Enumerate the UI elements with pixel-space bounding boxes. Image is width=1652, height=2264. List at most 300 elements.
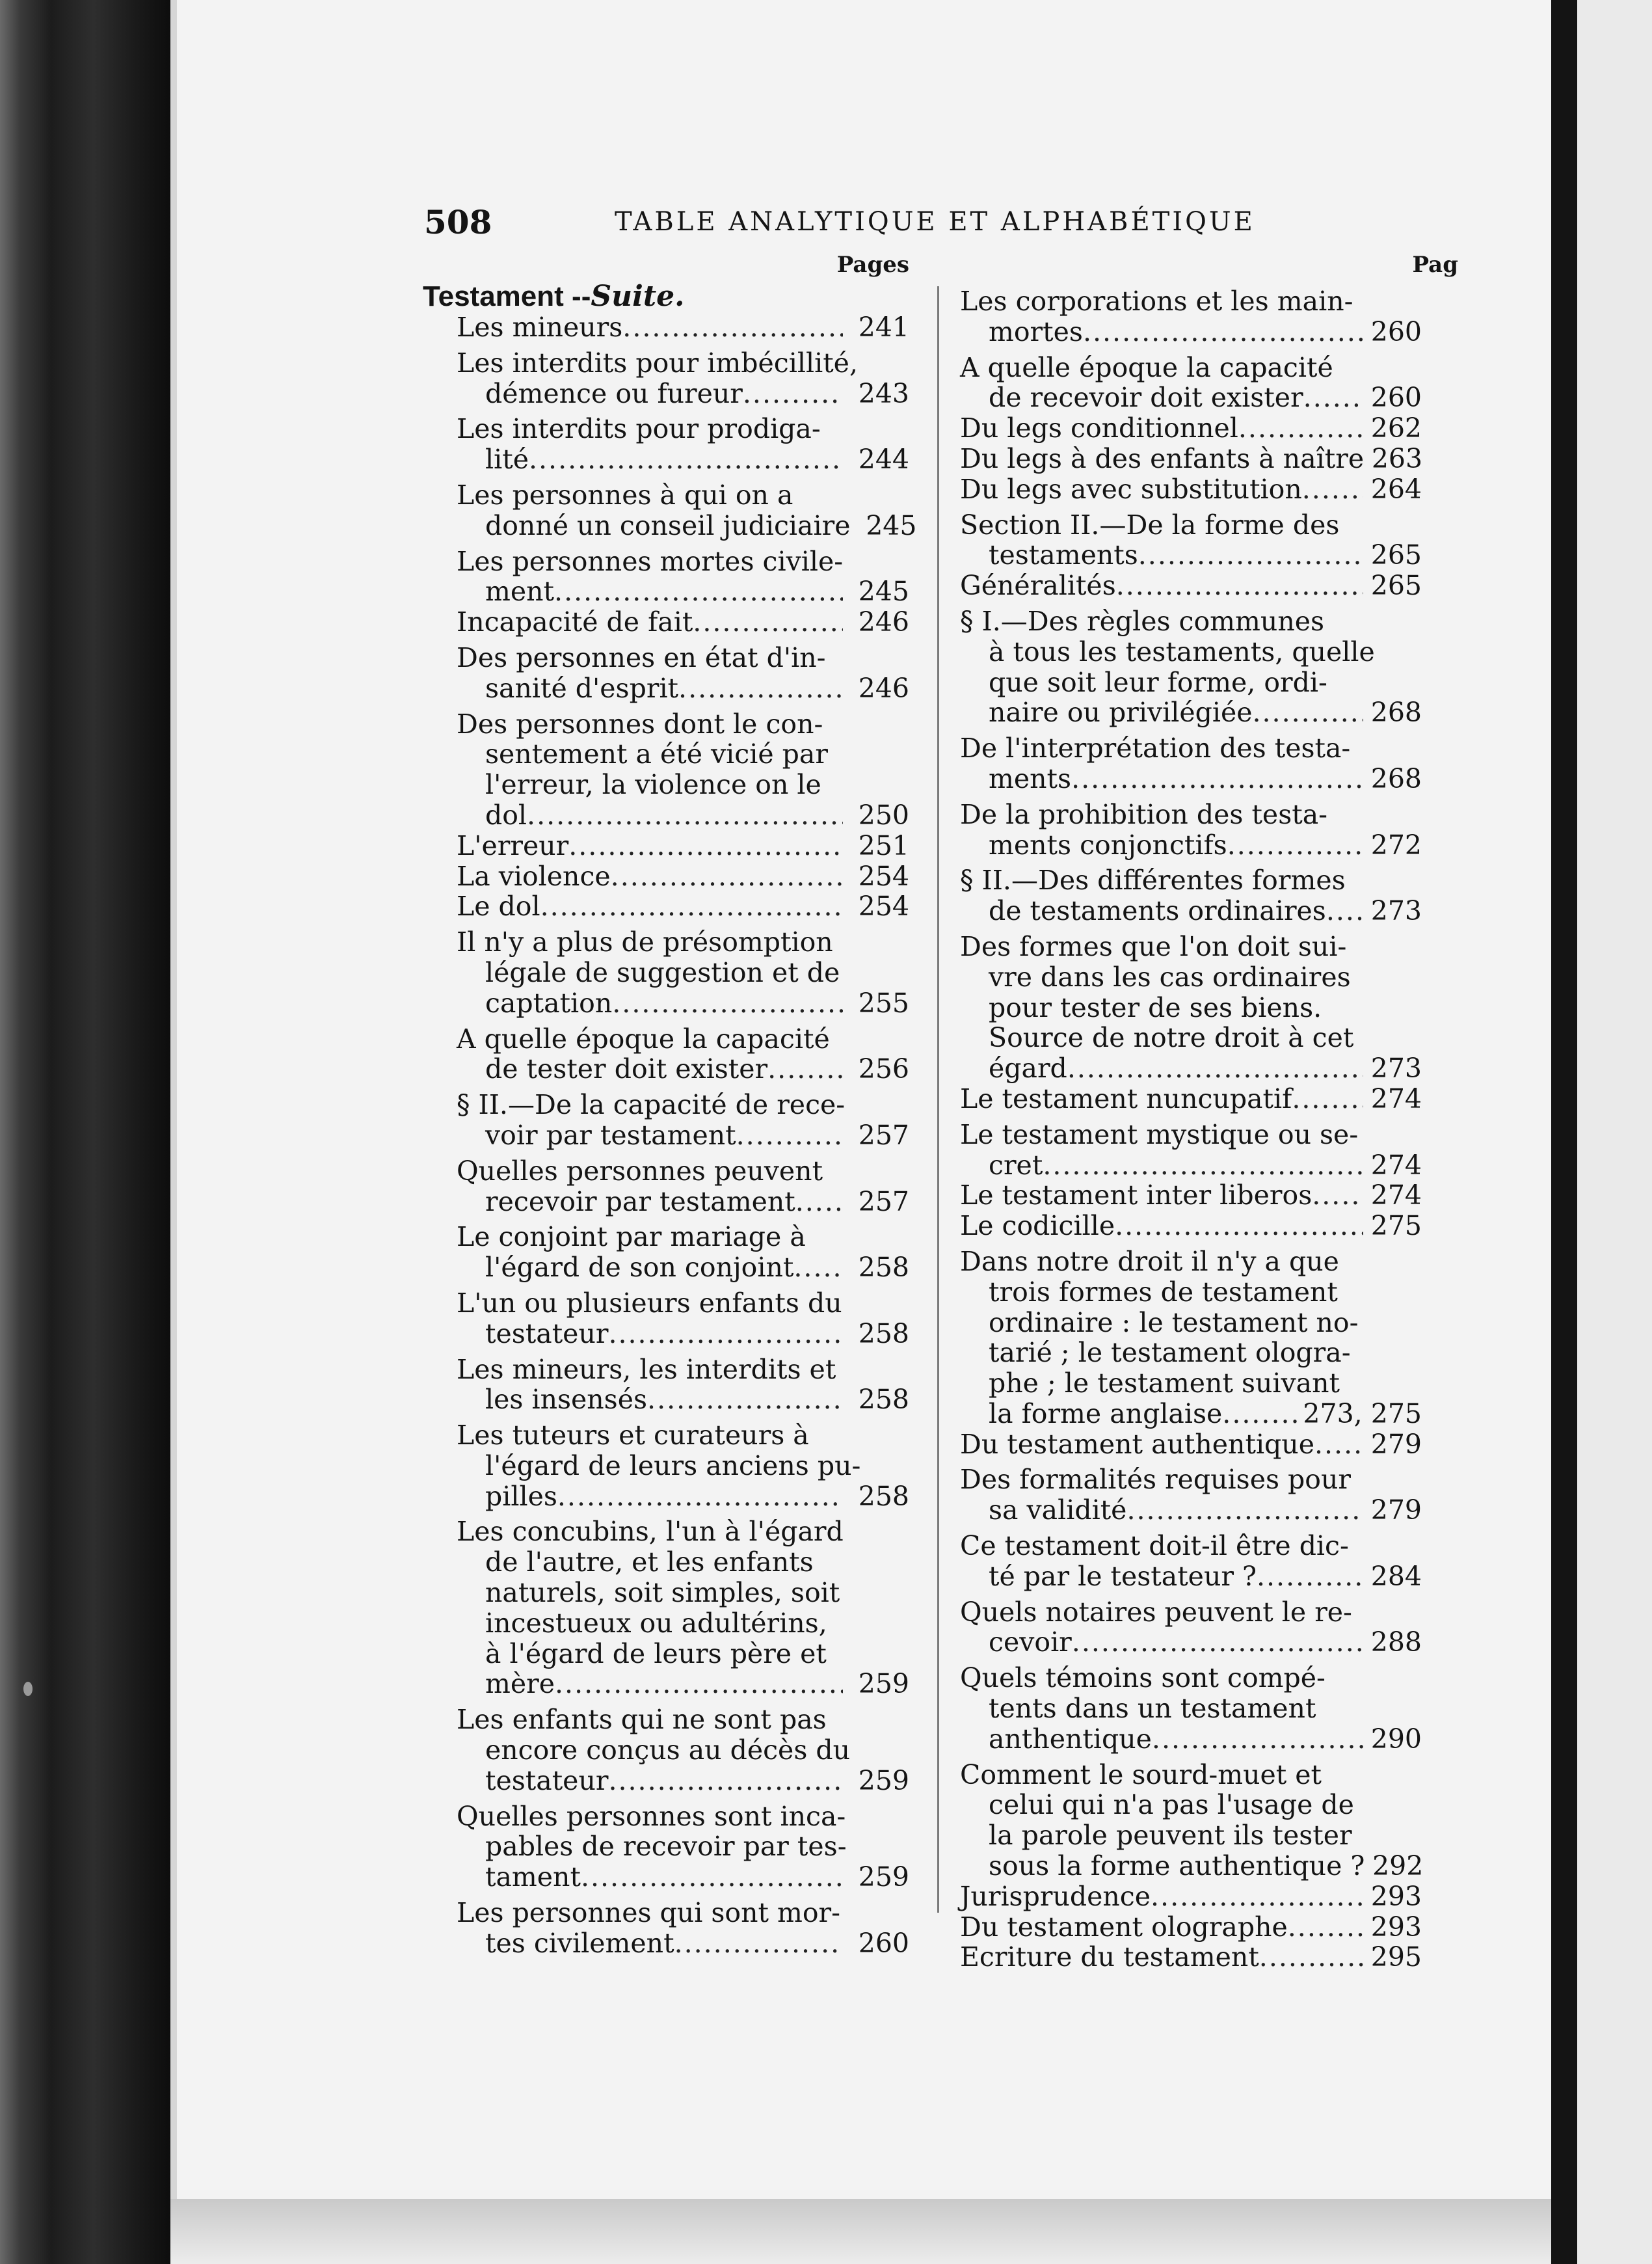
entry-line (960, 1368, 1422, 1399)
entry-line (457, 546, 909, 577)
entry-line (960, 540, 1422, 571)
entry-text: Du legs à des enfants à naître (960, 442, 1365, 474)
dot-leader (1083, 317, 1363, 347)
right-column (960, 249, 1458, 1973)
dot-leader (678, 673, 843, 704)
index-entry (423, 1288, 909, 1349)
entry-text: mortes (989, 316, 1083, 347)
entry-line (457, 1252, 909, 1283)
entry-text: De la prohibition des testa- (960, 798, 1328, 830)
dot-leader (1152, 1724, 1363, 1755)
entry-line (457, 1516, 909, 1547)
entry-text: Les enfants qui ne sont pas (457, 1704, 827, 1736)
entry-line (457, 958, 909, 988)
entry-text: Section II.—De la forme des (960, 509, 1340, 541)
entry-text: ments (989, 762, 1072, 794)
entry-line (960, 1663, 1422, 1693)
page-reference: 257 (858, 1185, 909, 1217)
dot-leader (1303, 383, 1363, 413)
dot-leader (554, 576, 843, 607)
dot-leader (1302, 474, 1363, 505)
entry-text: Les mineurs (457, 312, 623, 343)
index-entry (423, 831, 909, 861)
dot-leader (529, 444, 843, 475)
entry-text: Quelles personnes peuvent (457, 1155, 823, 1187)
next-page-strip (1577, 0, 1652, 2264)
entry-text: l'erreur, la violence on le (485, 769, 821, 801)
entry-text: Source de notre droit à cet (989, 1022, 1354, 1054)
index-entry (960, 932, 1422, 1084)
dot-leader (1238, 413, 1363, 444)
index-entry (423, 891, 909, 922)
page-reference: 268 (1370, 762, 1422, 794)
page-reference: 274 (1370, 1083, 1422, 1114)
entry-line (960, 1247, 1422, 1277)
page-reference: 274 (1370, 1179, 1422, 1211)
dot-leader (1043, 1150, 1363, 1181)
page-reference: 279 (1370, 1494, 1422, 1526)
entry-text: Du legs avec substitution (960, 473, 1302, 505)
entry-text: l'égard de leurs anciens pu- (485, 1449, 861, 1481)
entry-text: captation (485, 987, 613, 1019)
entry-line (457, 1481, 909, 1512)
entry-text: testaments (989, 539, 1138, 571)
entry-line (457, 312, 909, 343)
entry-line (960, 764, 1422, 794)
index-entry (423, 607, 909, 638)
dot-leader (795, 1187, 843, 1217)
page-reference: 260 (858, 1927, 909, 1959)
entry-text: voir par testament (485, 1119, 736, 1151)
entry-text: Quels notaires peuvent le re- (960, 1596, 1352, 1628)
entry-text: testateur (485, 1764, 609, 1796)
page-edge (170, 0, 177, 2264)
entry-line (960, 733, 1422, 764)
dot-leader (1252, 697, 1363, 728)
entry-text: sous la forme authentique ? (989, 1850, 1365, 1882)
page-reference: 275 (1370, 1210, 1422, 1242)
entry-text: Des personnes en état d'in- (457, 641, 826, 673)
dot-leader (1259, 1942, 1363, 1973)
page-reference: 259 (858, 1764, 909, 1796)
index-entry (423, 1801, 909, 1893)
section-title: Testament (423, 280, 564, 312)
entry-text: cret (989, 1149, 1043, 1181)
entry-line (457, 1862, 909, 1893)
entry-line (960, 606, 1422, 637)
index-entry (960, 1663, 1422, 1754)
page-reference: 284 (1370, 1560, 1422, 1592)
entry-line (960, 1851, 1422, 1881)
entry-text: Le testament inter liberos (960, 1179, 1312, 1211)
index-entry (960, 353, 1422, 414)
dot-leader (608, 1319, 843, 1349)
entry-text: La violence (457, 860, 611, 892)
entry-text: ments conjonctifs (989, 829, 1227, 861)
dot-leader (674, 1928, 843, 1959)
entry-line (960, 510, 1422, 541)
index-entry (960, 865, 1422, 926)
entry-line (960, 830, 1422, 861)
page-bottom-shadow (170, 2199, 1652, 2264)
index-entry (960, 1120, 1422, 1181)
entry-text: de testaments ordinaires (989, 895, 1326, 927)
page-reference: 268 (1370, 697, 1422, 729)
entry-line (960, 444, 1422, 474)
running-title: TABLE ANALYTIQUE ET ALPHABÉTIQUE (615, 207, 1255, 237)
entry-line (960, 1338, 1422, 1368)
page-reference: 273, 275 (1303, 1397, 1422, 1429)
entry-text: Les interdits pour prodiga- (457, 413, 821, 445)
entry-text: ment (485, 576, 555, 608)
entry-text: naire ou privilégiée (989, 697, 1253, 729)
entry-text: Quels témoins sont compé- (960, 1662, 1326, 1694)
entry-line (457, 831, 909, 861)
entry-line (457, 1801, 909, 1832)
dot-leader (1071, 764, 1363, 794)
entry-text: Les mineurs, les interdits et (457, 1353, 836, 1385)
dot-leader (527, 800, 843, 831)
index-entry (423, 1090, 909, 1151)
entry-text: Les tuteurs et curateurs à (457, 1420, 809, 1451)
entry-text: que soit leur forme, ordi- (989, 666, 1327, 698)
entry-text: Les personnes mortes civile- (457, 545, 844, 577)
entry-line (960, 1627, 1422, 1658)
entry-line (457, 444, 909, 475)
entry-text: Le dol (457, 891, 540, 923)
entry-line (960, 1053, 1422, 1084)
page-reference: 246 (858, 606, 909, 638)
entry-text: Dans notre droit il n'y a que (960, 1245, 1339, 1277)
index-entry (960, 1247, 1422, 1429)
entry-text: à tous les testaments, quelle (989, 636, 1375, 667)
entry-line (457, 770, 909, 800)
page-reference: 258 (858, 1252, 909, 1284)
entry-line (457, 1384, 909, 1415)
entry-text: de tester doit exister (485, 1053, 768, 1085)
entry-line (457, 1831, 909, 1862)
entry-line (960, 1308, 1422, 1338)
entry-text: Des formes que l'on doit sui- (960, 930, 1347, 962)
index-entry (423, 927, 909, 1018)
entry-text: sanité d'esprit (485, 672, 679, 704)
page-reference: 279 (1370, 1428, 1422, 1460)
entry-text: L'un ou plusieurs enfants du (457, 1287, 842, 1319)
entry-line (960, 1561, 1422, 1592)
entry-text: testateur (485, 1317, 609, 1349)
page-reference: 258 (858, 1480, 909, 1512)
dot-leader (693, 607, 843, 638)
entry-line (457, 1578, 909, 1608)
index-entry (960, 1942, 1422, 1973)
dot-leader (1326, 896, 1363, 926)
index-entry (960, 1429, 1422, 1460)
column-label: Pages (836, 252, 909, 278)
page-reference: 243 (858, 377, 909, 409)
entry-line (960, 1760, 1422, 1790)
page-reference: 290 (1370, 1723, 1422, 1755)
index-entry (960, 413, 1422, 444)
entry-line (457, 1735, 909, 1766)
page-reference: 259 (858, 1668, 909, 1700)
page-reference: 245 (858, 576, 909, 608)
entry-text: mère (485, 1668, 555, 1700)
entry-line (457, 414, 909, 444)
dot-leader (1151, 1881, 1363, 1912)
index-entry (960, 1180, 1422, 1211)
entry-text: cevoir (989, 1626, 1072, 1658)
entry-text: sentement a été vicié par (485, 738, 828, 770)
index-entry (960, 1084, 1422, 1114)
dot-leader (1314, 1429, 1363, 1460)
entry-line (457, 1928, 909, 1959)
page-reference: 292 (1372, 1850, 1424, 1882)
entry-line (457, 1547, 909, 1578)
entry-line (960, 800, 1422, 830)
entry-line (960, 1912, 1422, 1943)
dot-leader (555, 1669, 843, 1699)
index-entry (960, 474, 1422, 505)
entry-text: encore conçus au décès du (485, 1734, 851, 1766)
page-reference: 241 (858, 312, 909, 343)
entry-text: tament (485, 1861, 581, 1893)
page-reference: 251 (858, 829, 909, 861)
scan-speck (23, 1682, 33, 1696)
page-reference: 295 (1370, 1941, 1422, 1973)
entry-text: pilles (485, 1480, 557, 1512)
index-entry (960, 1760, 1422, 1881)
entry-line (457, 1451, 909, 1481)
entry-text: tes civilement (485, 1927, 674, 1959)
entry-line (457, 709, 909, 740)
entry-line (457, 1766, 909, 1796)
entry-line (960, 1495, 1422, 1526)
entry-line (457, 891, 909, 922)
entry-line (960, 1790, 1422, 1820)
entry-text: égard (989, 1053, 1067, 1085)
entry-text: Le testament mystique ou se- (960, 1118, 1359, 1150)
entry-text: pables de recevoir par tes- (485, 1831, 847, 1863)
page-reference: 265 (1370, 570, 1422, 602)
entry-text: incestueux ou adultérins, (485, 1607, 827, 1639)
entry-text: Ce testament doit-il être dic- (960, 1530, 1349, 1562)
entry-line (960, 1693, 1422, 1724)
entry-line (960, 697, 1422, 728)
entry-line (960, 474, 1422, 505)
entry-text: celui qui n'a pas l'usage de (989, 1789, 1354, 1821)
page-reference: 293 (1370, 1911, 1422, 1943)
entry-text: recevoir par testament (485, 1185, 795, 1217)
dot-leader (793, 1252, 843, 1283)
entry-line (960, 1531, 1422, 1561)
entry-text: De l'interprétation des testa- (960, 733, 1351, 764)
page-reference: 250 (858, 799, 909, 831)
page-reference: 254 (858, 891, 909, 923)
entry-text: Le conjoint par mariage à (457, 1221, 806, 1253)
index-entry (423, 1354, 909, 1416)
entry-line (457, 379, 909, 409)
section-dash: -- (572, 280, 591, 312)
entry-text: § I.—Des règles communes (960, 605, 1325, 637)
entry-line (457, 1288, 909, 1319)
book-spine (0, 0, 170, 2264)
dot-leader (1222, 1399, 1299, 1429)
entry-text: naturels, soit simples, soit (485, 1577, 840, 1609)
entry-line (960, 1023, 1422, 1053)
index-entry (423, 1156, 909, 1217)
entry-text: Les personnes à qui on a (457, 479, 793, 511)
index-entry (423, 414, 909, 475)
entry-text: Les corporations et les main- (960, 286, 1353, 317)
dot-leader (1292, 1084, 1363, 1114)
index-entry (423, 861, 909, 892)
entry-text: § II.—De la capacité de rece- (457, 1089, 846, 1121)
entry-line (457, 1187, 909, 1217)
dot-leader (622, 312, 843, 343)
entry-line (457, 1054, 909, 1085)
page-reference: 246 (858, 672, 909, 704)
entry-text: Il n'y a plus de présomption (457, 926, 833, 958)
page-reference: 274 (1370, 1149, 1422, 1181)
entry-text: vre dans les cas ordinaires (989, 961, 1351, 993)
index-entry (960, 1881, 1422, 1912)
page-reference: 288 (1370, 1626, 1422, 1658)
entry-text: A quelle époque la capacité (960, 351, 1333, 383)
column-label: Pag (1412, 252, 1458, 278)
index-entry (960, 286, 1422, 347)
entry-line (457, 739, 909, 770)
index-entry (960, 571, 1422, 601)
index-entry (960, 1211, 1422, 1241)
entry-text: Le testament nuncupatif (960, 1083, 1292, 1114)
entry-line (960, 1724, 1422, 1755)
entry-text: de recevoir doit exister (989, 382, 1303, 414)
page-reference: 263 (1371, 442, 1423, 474)
entry-line (457, 576, 909, 607)
right-binding-bar (1551, 0, 1577, 2264)
entry-text: dol (485, 799, 527, 831)
entry-line (457, 1319, 909, 1349)
dot-leader (1116, 571, 1363, 601)
page-reference: 293 (1370, 1880, 1422, 1912)
page-reference: 260 (1370, 382, 1422, 414)
entry-line (960, 1150, 1422, 1181)
entry-text: tents dans un testament (989, 1693, 1316, 1725)
entry-text: trois formes de testament (989, 1276, 1338, 1308)
entry-line (960, 865, 1422, 896)
index-entry (960, 800, 1422, 861)
entry-text: Les concubins, l'un à l'égard (457, 1516, 844, 1548)
page-reference: 245 (866, 509, 917, 541)
entry-text: lité (485, 444, 529, 476)
entry-line (960, 317, 1422, 347)
page-reference: 273 (1370, 895, 1422, 927)
entry-text: phe ; le testament suivant (989, 1368, 1340, 1399)
entry-line (960, 383, 1422, 413)
entry-text: ordinaire : le testament no- (989, 1306, 1359, 1338)
entry-text: l'égard de son conjoint (485, 1252, 794, 1284)
entry-line (960, 1881, 1422, 1912)
page-reference: 260 (1370, 316, 1422, 347)
index-entry (423, 1516, 909, 1699)
entry-line (457, 1024, 909, 1055)
entry-text: de l'autre, et les enfants (485, 1546, 814, 1578)
entry-line (457, 509, 917, 541)
entry-text: démence ou fureur (485, 377, 743, 409)
section-heading (423, 281, 909, 312)
entry-line (457, 1898, 909, 1928)
entry-line (960, 667, 1422, 698)
dot-leader (1126, 1495, 1363, 1526)
entry-line (457, 988, 909, 1019)
dot-leader (611, 861, 843, 892)
dot-leader (647, 1384, 843, 1415)
entry-line (457, 1420, 909, 1451)
entry-line (960, 637, 1422, 667)
entry-text: Incapacité de fait (457, 606, 693, 638)
index-entry (960, 510, 1422, 571)
entry-text: sa validité (989, 1494, 1127, 1526)
entry-text: Comment le sourd-muet et (960, 1759, 1322, 1790)
dot-leader (1227, 830, 1363, 861)
entry-line (960, 1942, 1422, 1973)
dot-leader (1312, 1180, 1363, 1211)
index-entry (960, 1464, 1422, 1526)
entry-text: L'erreur (457, 829, 569, 861)
dot-leader (540, 891, 843, 922)
entry-text: légale de suggestion et de (485, 956, 840, 988)
dot-leader (1138, 540, 1363, 571)
index-entry (423, 1024, 909, 1085)
dot-leader (736, 1120, 843, 1151)
entry-line (960, 1429, 1422, 1460)
entry-line (457, 1222, 909, 1252)
entry-text: la parole peuvent ils tester (989, 1820, 1352, 1852)
entry-text: A quelle époque la capacité (457, 1023, 830, 1055)
entry-line (457, 1354, 909, 1385)
entry-line (960, 962, 1422, 993)
entry-line (457, 1705, 909, 1735)
entry-line (960, 1597, 1422, 1628)
entry-line (960, 896, 1422, 926)
index-entry (423, 312, 909, 343)
dot-leader (612, 988, 843, 1019)
entry-line (960, 1399, 1422, 1429)
entry-text: Du testament authentique (960, 1428, 1314, 1460)
dot-leader (1072, 1627, 1363, 1658)
dot-leader (1257, 1561, 1363, 1592)
entry-line (457, 643, 909, 673)
entry-line (457, 927, 909, 958)
page-reference: 265 (1370, 539, 1422, 571)
entry-text: Le codicille (960, 1210, 1115, 1242)
entry-text: Ecriture du testament (960, 1941, 1259, 1973)
page-reference: 259 (858, 1861, 909, 1893)
entry-text: Des personnes dont le con- (457, 708, 823, 740)
dot-leader (743, 379, 843, 409)
index-entry (423, 348, 909, 409)
index-entry (423, 709, 909, 831)
entry-line (457, 1669, 909, 1699)
entry-line (457, 480, 909, 511)
entry-line (457, 1120, 909, 1151)
index-entry (960, 444, 1422, 474)
entry-line (960, 1277, 1422, 1308)
entry-text: té par le testateur ? (989, 1560, 1257, 1592)
left-column (423, 249, 917, 1959)
page-reference: 258 (858, 1317, 909, 1349)
entry-text: Quelles personnes sont inca- (457, 1800, 846, 1832)
